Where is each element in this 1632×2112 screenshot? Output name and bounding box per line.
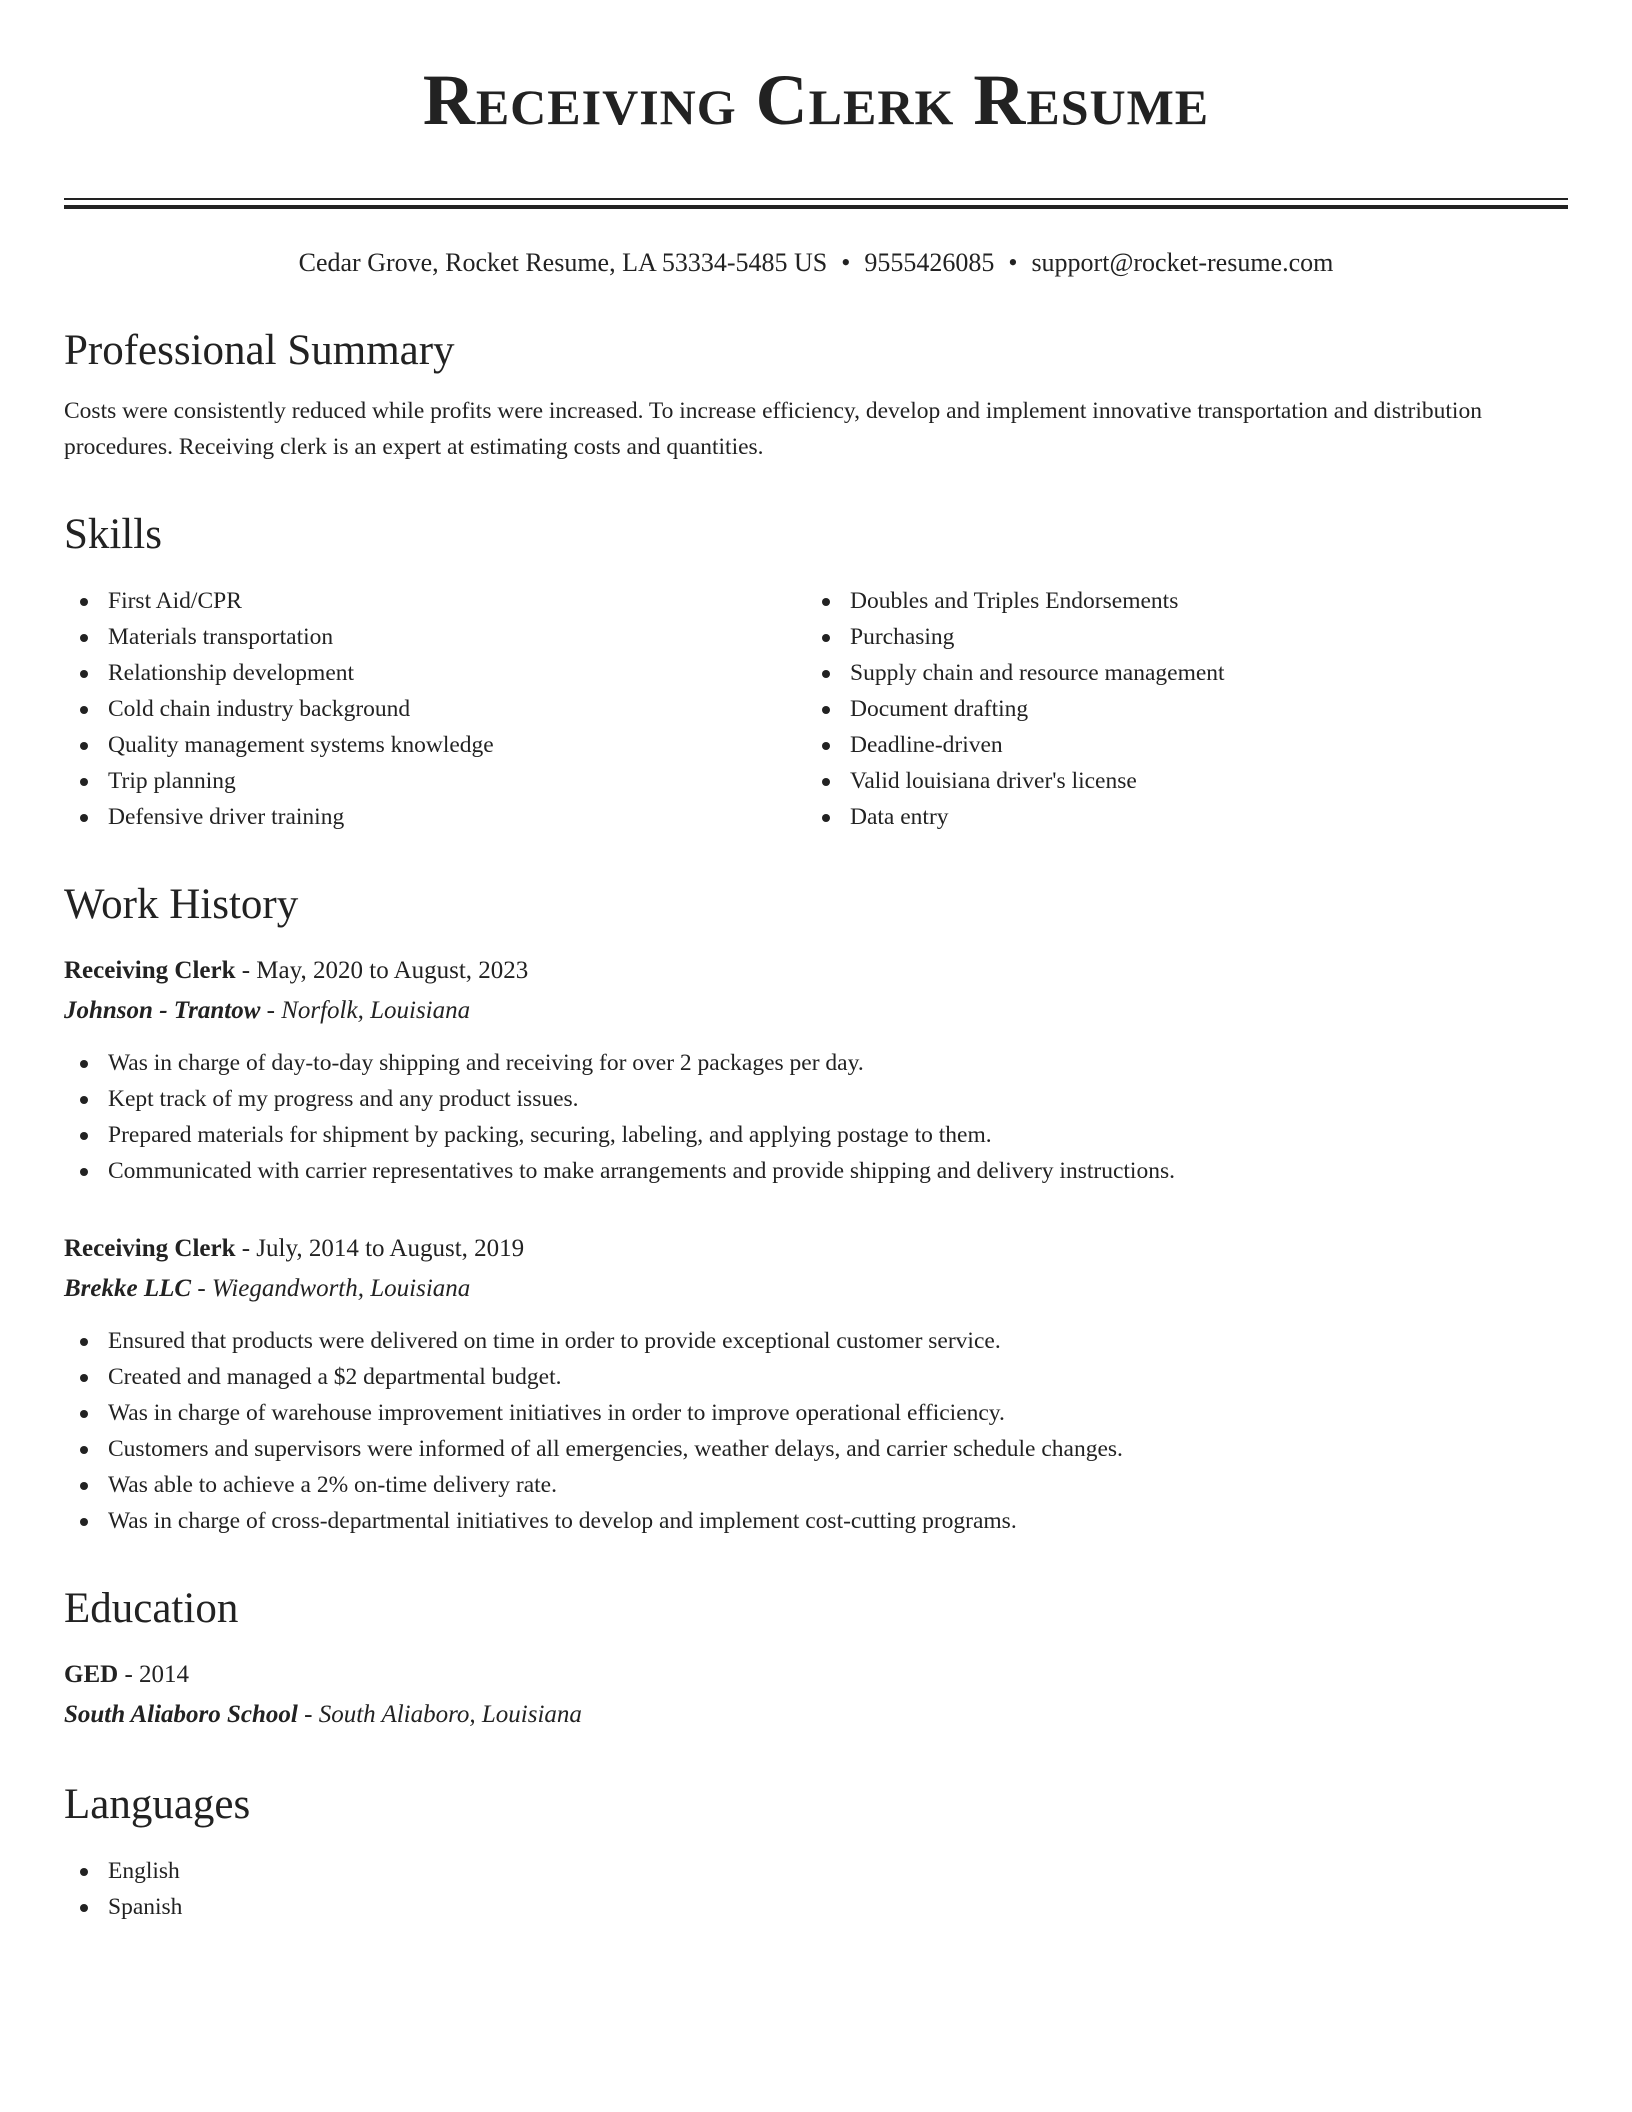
skill-item: Relationship development: [64, 655, 806, 691]
title-divider-thin: [64, 198, 1568, 200]
job-dates: - May, 2020 to August, 2023: [235, 957, 529, 984]
job-duty: Prepared materials for shipment by packing, securing, labeling, and applying postage to them.: [64, 1117, 1568, 1153]
school-name: South Aliaboro School: [64, 1701, 298, 1728]
job-dates: - July, 2014 to August, 2019: [235, 1235, 525, 1262]
contact-separator: •: [1008, 248, 1018, 277]
resume-title: Receiving Clerk Resume: [422, 60, 1210, 140]
school-location: - South Aliaboro, Louisiana: [297, 1701, 582, 1728]
job-title: Receiving Clerk: [64, 957, 236, 984]
language-item: Spanish: [64, 1889, 1568, 1925]
job-duties-list: [64, 1045, 1568, 1189]
skill-item: Data entry: [806, 799, 1548, 835]
skill-item: Supply chain and resource management: [806, 655, 1548, 691]
skill-item: Deadline-driven: [806, 727, 1548, 763]
skill-item: Cold chain industry background: [64, 691, 806, 727]
summary-section: [64, 325, 1568, 465]
language-item: English: [64, 1853, 1568, 1889]
job-title-line: [64, 1229, 1568, 1269]
job-location: - Wiegandworth, Louisiana: [191, 1275, 471, 1302]
skill-item: Valid louisiana driver's license: [806, 763, 1548, 799]
education-section: [64, 1583, 1568, 1735]
contact-line: [64, 245, 1568, 281]
job-title-line: [64, 951, 1568, 991]
languages-section: [64, 1779, 1568, 1925]
skills-list-right: [806, 583, 1548, 835]
skill-item: First Aid/CPR: [64, 583, 806, 619]
skills-columns: [64, 583, 1568, 835]
skills-section: [64, 509, 1568, 835]
job-duty: Communicated with carrier representatives to make arrangements and provide shipping and delivery instructions.: [64, 1153, 1568, 1189]
job-duty: Was in charge of day-to-day shipping and receiving for over 2 packages per day.: [64, 1045, 1568, 1081]
job-duty: Created and managed a $2 departmental budget.: [64, 1359, 1568, 1395]
skill-item: Trip planning: [64, 763, 806, 799]
job-duty: Was able to achieve a 2% on-time delivery rate.: [64, 1467, 1568, 1503]
degree: GED: [64, 1661, 119, 1688]
skill-item: Quality management systems knowledge: [64, 727, 806, 763]
job-company: Brekke LLC: [64, 1275, 192, 1302]
job-duty: Was in charge of warehouse improvement initiatives in order to improve operational efficiency.: [64, 1395, 1568, 1431]
education-entry: [64, 1655, 1568, 1735]
languages-list: [64, 1853, 1568, 1925]
skill-item: Document drafting: [806, 691, 1548, 727]
job-entry: [64, 951, 1568, 1189]
job-company: Johnson - Trantow: [64, 997, 261, 1024]
section-heading-education: Education: [64, 1585, 239, 1632]
school-line: [64, 1695, 1568, 1735]
contact-phone: 9555426085: [864, 248, 995, 277]
job-location: - Norfolk, Louisiana: [260, 997, 471, 1024]
contact-email: support@rocket-resume.com: [1031, 248, 1334, 277]
section-heading-summary: Professional Summary: [64, 327, 455, 374]
skills-list-left: [64, 583, 806, 835]
job-entry: [64, 1229, 1568, 1539]
skill-item: Doubles and Triples Endorsements: [806, 583, 1548, 619]
job-company-line: [64, 991, 1568, 1031]
section-heading-languages: Languages: [64, 1781, 251, 1828]
degree-year: - 2014: [118, 1661, 190, 1688]
summary-text: Costs were consistently reduced while profits were increased. To increase efficiency, develop and implement innovative transportation and distribution procedures. Receiving clerk is an expert at estimating costs and quantities.: [64, 398, 1482, 460]
job-duty: Was in charge of cross-departmental initiatives to develop and implement cost-cutting programs.: [64, 1503, 1568, 1539]
skill-item: Materials transportation: [64, 619, 806, 655]
skill-item: Defensive driver training: [64, 799, 806, 835]
job-duties-list: [64, 1323, 1568, 1539]
job-company-line: [64, 1269, 1568, 1309]
skill-item: Purchasing: [806, 619, 1548, 655]
job-duty: Kept track of my progress and any product issues.: [64, 1081, 1568, 1117]
job-title: Receiving Clerk: [64, 1235, 236, 1262]
job-duty: Ensured that products were delivered on time in order to provide exceptional customer service.: [64, 1323, 1568, 1359]
work-history-section: [64, 879, 1568, 1539]
title-divider-thick: [64, 205, 1568, 209]
contact-separator: •: [841, 248, 851, 277]
job-duty: Customers and supervisors were informed of all emergencies, weather delays, and carrier schedule changes.: [64, 1431, 1568, 1467]
section-heading-skills: Skills: [64, 511, 162, 558]
contact-address: Cedar Grove, Rocket Resume, LA 53334-5485 US: [298, 248, 828, 277]
degree-line: [64, 1655, 1568, 1695]
section-heading-work-history: Work History: [64, 881, 299, 928]
